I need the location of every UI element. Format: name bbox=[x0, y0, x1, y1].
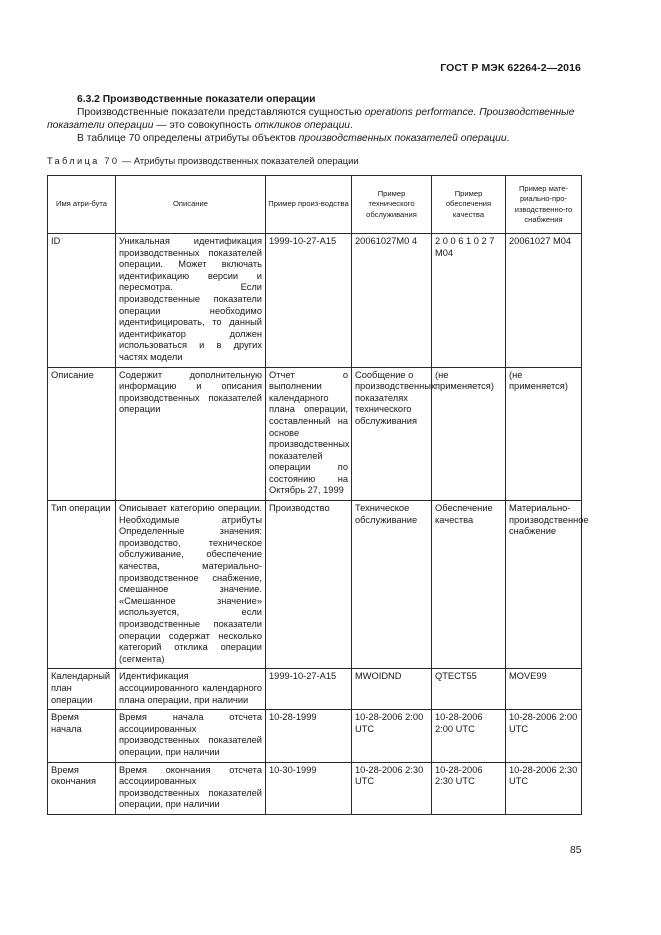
cell-production: 10-30-1999 bbox=[266, 762, 352, 814]
section-heading: 6.3.2 Производственные показатели операции bbox=[77, 94, 316, 105]
cell-production: Отчет о выполнении календарного плана операции, составленный на основе производственных показателей операции по состоянию на Октябрь 27, 1999 bbox=[266, 367, 352, 501]
cell-quality: 10-28-2006 2:00 UTC bbox=[432, 710, 506, 762]
cell-name: Описание bbox=[48, 367, 116, 501]
table-row bbox=[48, 367, 582, 501]
header-quality-example: Пример обеспечения качества bbox=[432, 176, 506, 234]
para1-term-2: откликов операции bbox=[254, 120, 351, 131]
cell-name: Время начала bbox=[48, 710, 116, 762]
table-row bbox=[48, 234, 582, 368]
cell-description: Уникальная идентификация производственных показателей операции. Может включать идентификацию версии и пересмотра. Если производственные показатели операции необходимо идентифицировать, то данный идентификатор должен использоваться и в других частях модели bbox=[116, 234, 266, 368]
cell-maintenance: 20061027M0 4 bbox=[352, 234, 432, 368]
para1-text-2: — это совокупность bbox=[153, 120, 255, 131]
cell-production: Производство bbox=[266, 501, 352, 669]
header-description: Описание bbox=[116, 176, 266, 234]
header-production-example: Пример произ-водства bbox=[266, 176, 352, 234]
para1-text-3: . bbox=[350, 120, 353, 131]
attributes-table bbox=[47, 175, 589, 815]
cell-description: Время окончания отсчета ассоциированных производственных показателей операции, при наличии bbox=[116, 762, 266, 814]
table-row bbox=[48, 762, 582, 814]
cell-quality: (не применяется) bbox=[432, 367, 506, 501]
table-caption-label: Таблица 70 bbox=[47, 156, 120, 166]
cell-maintenance: Сообщение о производственных показателях технического обслуживания bbox=[352, 367, 432, 501]
cell-quality: 2 0 0 6 1 0 2 7 M04 bbox=[432, 234, 506, 368]
cell-inventory: 10-28-2006 2:00 UTC bbox=[506, 710, 582, 762]
cell-quality: Обеспечение качества bbox=[432, 501, 506, 669]
table-row bbox=[48, 710, 582, 762]
cell-name: ID bbox=[48, 234, 116, 368]
table-row bbox=[48, 669, 582, 710]
cell-production: 10-28-1999 bbox=[266, 710, 352, 762]
cell-quality: QTECT55 bbox=[432, 669, 506, 710]
header-attribute-name: Имя атри-бута bbox=[48, 176, 116, 234]
cell-description: Идентификация ассоциированного календарного плана операции, при наличии bbox=[116, 669, 266, 710]
cell-description: Время начала отсчета ассоциированных производственных показателей операции, при наличии bbox=[116, 710, 266, 762]
cell-name: Тип операции bbox=[48, 501, 116, 669]
para1-term: operations performance. Производственные показатели операции bbox=[47, 107, 575, 131]
cell-quality: 10-28-2006 2:30 UTC bbox=[432, 762, 506, 814]
table-header-row bbox=[48, 176, 582, 234]
para2-text-1: В таблице 70 определены атрибуты объектов bbox=[77, 133, 299, 144]
paragraph-table-ref bbox=[77, 132, 577, 145]
cell-maintenance: Техническое обслуживание bbox=[352, 501, 432, 669]
cell-inventory: 20061027 M04 bbox=[506, 234, 582, 368]
para1-text-1: Производственные показатели представляются сущностью bbox=[77, 107, 365, 118]
cell-description: Описывает категорию операции. Необходимые атрибуты Определенные значения: производство, техническое обслуживание, обеспечение качества, материально-производственное снабжение, смешанное значение. «Смешанное значение» используется, если производственные показатели операции содержат несколько категорий отклика операции (сегмента) bbox=[116, 501, 266, 669]
para2-term: производственных показателей операции bbox=[298, 133, 507, 144]
header-maintenance-example: Пример технического обслуживания bbox=[352, 176, 432, 234]
page-number: 85 bbox=[570, 845, 582, 856]
cell-description: Содержит дополнительную информацию и описания производственных показателей операции bbox=[116, 367, 266, 501]
table-caption bbox=[47, 156, 359, 166]
cell-name: Календарный план операции bbox=[48, 669, 116, 710]
para2-text-2: . bbox=[506, 133, 510, 144]
paragraph-intro bbox=[47, 106, 580, 132]
cell-inventory: 10-28-2006 2:30 UTC bbox=[506, 762, 582, 814]
header-inventory-example: Пример мате-риально-про-изводственно-го снабжения bbox=[506, 176, 582, 234]
cell-production: 1999-10-27-A15 bbox=[266, 234, 352, 368]
document-header: ГОСТ Р МЭК 62264-2—2016 bbox=[440, 62, 581, 74]
cell-inventory: (не применяется) bbox=[506, 367, 582, 501]
cell-maintenance: MWOIDND bbox=[352, 669, 432, 710]
cell-name: Время окончания bbox=[48, 762, 116, 814]
table-row bbox=[48, 501, 582, 669]
cell-inventory: Материально-производственное снабжение bbox=[506, 501, 582, 669]
cell-maintenance: 10-28-2006 2:00 UTC bbox=[352, 710, 432, 762]
cell-maintenance: 10-28-2006 2:30 UTC bbox=[352, 762, 432, 814]
cell-inventory: MOVE99 bbox=[506, 669, 582, 710]
cell-production: 1999-10-27-A15 bbox=[266, 669, 352, 710]
table-caption-text: — Атрибуты производственных показателей операции bbox=[119, 156, 359, 166]
